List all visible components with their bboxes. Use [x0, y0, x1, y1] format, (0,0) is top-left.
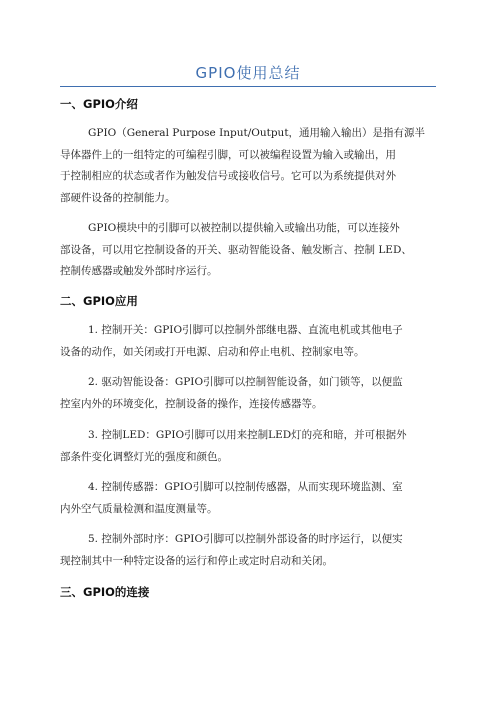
paragraph-line: 4. 控制传感器：GPIO引脚可以控制传感器，从而实现环境监测、室	[88, 481, 403, 493]
section-heading-intro: 一、GPIO介绍	[60, 97, 138, 111]
paragraph-line: 2. 驱动智能设备：GPIO引脚可以控制智能设备，如门锁等，以便监	[88, 376, 403, 388]
paragraph-line: 设备的动作，如关闭或打开电源、启动和停止电机、控制家电等。	[60, 346, 365, 358]
paragraph-line: 于控制相应的状态或者作为触发信号或接收信号。它可以为系统提供对外	[60, 170, 396, 182]
paragraph-line: GPIO模块中的引脚可以被控制以提供输入或输出功能，可以连接外	[88, 222, 400, 234]
paragraph-line: 1. 控制开关：GPIO引脚可以控制外部继电器、直流电机或其他电子	[88, 324, 403, 336]
paragraph-line: 部设备，可以用它控制设备的开关、驱动智能设备、触发断言、控制 LED、	[60, 244, 412, 256]
document-title: GPIO使用总结	[195, 64, 301, 82]
paragraph-line: 控室内外的环境变化，控制设备的操作，连接传感器等。	[60, 398, 323, 410]
paragraph-line: 5. 控制外部时序：GPIO引脚可以控制外部设备的时序运行，以便实	[88, 533, 403, 545]
section-heading-connection: 三、GPIO的连接	[60, 585, 150, 599]
section-heading-applications: 二、GPIO应用	[60, 294, 138, 308]
paragraph-line: 3. 控制LED：GPIO引脚可以用来控制LED灯的亮和暗，并可根据外	[88, 429, 407, 441]
paragraph-line: GPIO（General Purpose Input/Output，通用输入输出）是指有源半	[88, 127, 426, 139]
title-divider	[60, 86, 436, 87]
paragraph-line: 导体器件上的一组特定的可编程引脚，可以被编程设置为输入或输出，用	[60, 149, 396, 161]
paragraph-line: 内外空气质量检测和温度测量等。	[60, 503, 218, 515]
paragraph-line: 部硬件设备的控制能力。	[60, 192, 176, 204]
paragraph-line: 部条件变化调整灯光的强度和颜色。	[60, 451, 228, 463]
paragraph-line: 现控制其中一种特定设备的运行和停止或定时启动和关闭。	[60, 555, 333, 567]
paragraph-line: 控制传感器或触发外部时序运行。	[60, 265, 218, 277]
